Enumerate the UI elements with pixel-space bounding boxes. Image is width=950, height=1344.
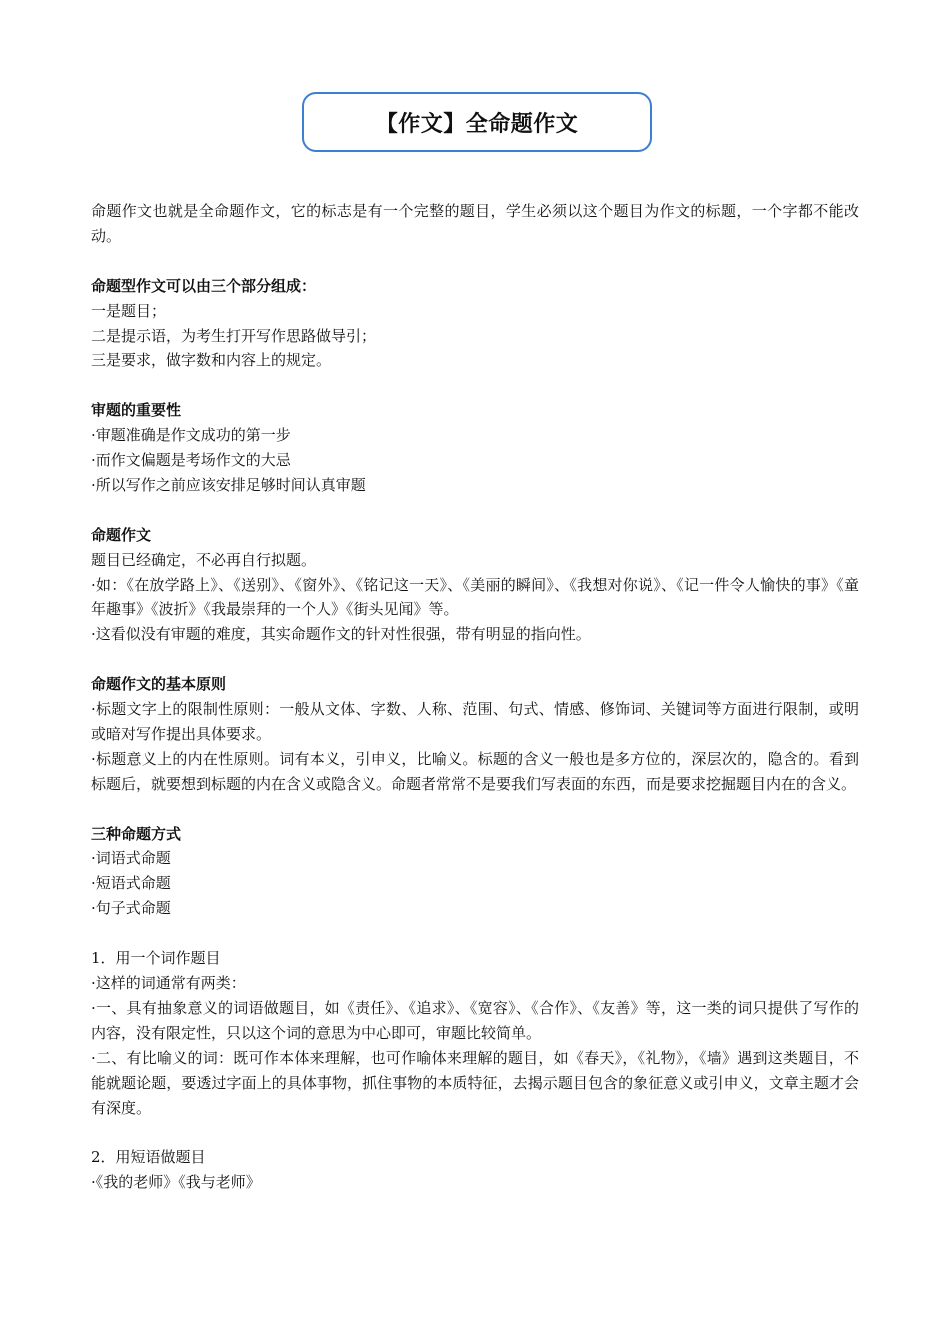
principles-line: ·标题意义上的内在性原则。词有本义，引申义，比喻义。标题的含义一般也是多方位的，深层次的，隐含的。看到标题后，就要想到标题的内在含义或隐含义。命题者常常不是要我们写表面的东西，而是要求挖掘题目内在的含义。 xyxy=(91,749,859,793)
phrase-title-line: ·《我的老师》《我与老师》 xyxy=(91,1173,261,1192)
importance-line: ·所以写作之前应该安排足够时间认真审题 xyxy=(91,475,366,494)
proposition-line: 题目已经确定，不必再自行拟题。 xyxy=(91,550,317,569)
proposition-line: ·这看似没有审题的难度，其实命题作文的针对性很强，带有明显的指向性。 xyxy=(91,625,591,644)
section-heading-composition: 命题型作文可以由三个部分组成： xyxy=(91,276,317,295)
phrase-title-line: 2．用短语做题目 xyxy=(91,1148,206,1167)
three-ways-line: ·句子式命题 xyxy=(91,899,171,918)
composition-line: 一是题目； xyxy=(91,301,167,320)
word-title-line: ·一、具有抽象意义的词语做题目，如《责任》、《追求》、《宽容》、《合作》、《友善》等，这一类的词只提供了写作的内容，没有限定性，只以这个词的意思为中心即可，审题比较简单。 xyxy=(91,998,859,1042)
three-ways-line: ·短语式命题 xyxy=(91,874,171,893)
document-body xyxy=(91,199,859,1195)
page-title: 【作文】全命题作文 xyxy=(375,111,579,137)
importance-line: ·而作文偏题是考场作文的大忌 xyxy=(91,451,291,470)
principles-line: ·标题文字上的限制性原则：一般从文体、字数、人称、范围、句式、情感、修饰词、关键词等方面进行限制，或明或暗对写作提出具体要求。 xyxy=(91,700,859,743)
word-title-line: ·这样的词通常有两类： xyxy=(91,974,246,992)
importance-line: ·审题准确是作文成功的第一步 xyxy=(91,426,291,445)
section-heading-proposition: 命题作文 xyxy=(91,525,152,544)
composition-line: 二是提示语，为考生打开写作思路做导引； xyxy=(91,326,377,345)
composition-line: 三是要求，做字数和内容上的规定。 xyxy=(91,351,332,370)
section-heading-principles: 命题作文的基本原则 xyxy=(91,675,227,694)
section-heading-three-ways: 三种命题方式 xyxy=(91,824,182,843)
word-title-line: ·二、有比喻义的词：既可作本体来理解，也可作喻体来理解的题目，如《春天》，《礼物》，《墙》遇到这类题目，不能就题论题，要透过字面上的具体事物，抓住事物的本质特征，去揭示题目包含的象征意义或引申义，文章主题才会有深度。 xyxy=(91,1048,859,1117)
title-box xyxy=(302,92,652,152)
intro-paragraph: 命题作文也就是全命题作文，它的标志是有一个完整的题目，学生必须以这个题目为作文的标题，一个字都不能改动。 xyxy=(91,202,859,245)
three-ways-line: ·词语式命题 xyxy=(91,849,171,868)
word-title-line: 1．用一个词作题目 xyxy=(91,949,221,968)
section-heading-importance: 审题的重要性 xyxy=(91,401,182,420)
proposition-line: ·如：《在放学路上》、《送别》、《窗外》、《铭记这一天》、《美丽的瞬间》、《我想对你说》、《记一件令人愉快的事》《童年趣事》《波折》《我最崇拜的一个人》《街头见闻》等。 xyxy=(91,575,859,619)
